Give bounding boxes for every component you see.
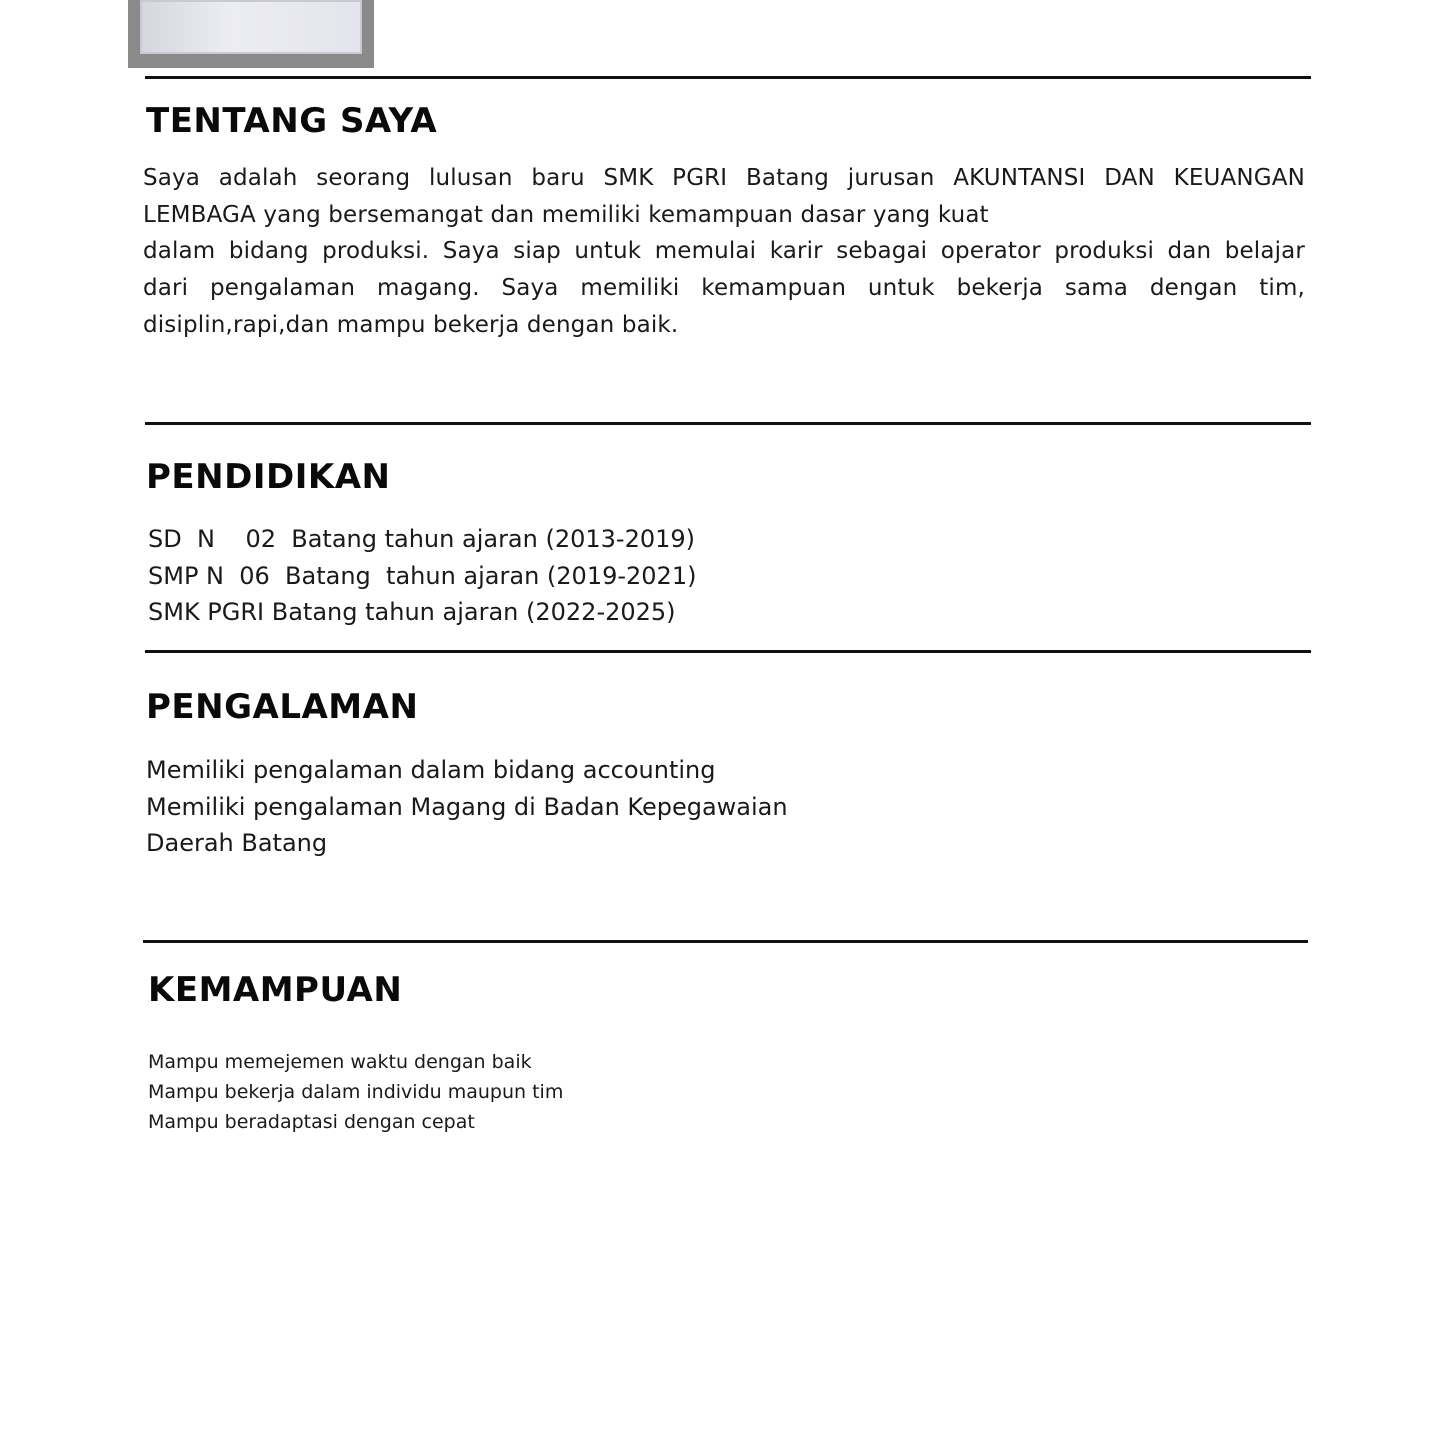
- experience-item: Daerah Batang: [146, 829, 328, 858]
- about-line: dalam bidang produksi. Saya siap untuk memulai karir sebagai operator produksi dan belajar: [143, 238, 1305, 265]
- profile-photo-frame: [140, 0, 362, 54]
- education-item: SMP N 06 Batang tahun ajaran (2019-2021): [148, 561, 697, 590]
- about-line: disiplin,rapi,dan mampu bekerja dengan baik.: [143, 311, 679, 338]
- about-line: LEMBAGA yang bersemangat dan memiliki kemampuan dasar yang kuat: [143, 201, 989, 228]
- about-paragraph: [143, 160, 1305, 344]
- experience-item: Memiliki pengalaman dalam bidang accounting: [146, 756, 716, 784]
- experience-list: [146, 752, 788, 862]
- divider-top: [145, 76, 1311, 79]
- divider-education: [145, 422, 1311, 425]
- about-line: dari pengalaman magang. Saya memiliki kemampuan untuk bekerja sama dengan tim,: [143, 275, 1305, 302]
- skills-item: Mampu beradaptasi dengan cepat: [148, 1111, 475, 1133]
- education-heading: PENDIDIKAN: [146, 457, 391, 497]
- profile-photo: [128, 0, 374, 68]
- skills-item: Mampu memejemen waktu dengan baik: [148, 1051, 532, 1073]
- about-line: Saya adalah seorang lulusan baru SMK PGRI Batang jurusan AKUNTANSI DAN KEUANGAN: [143, 165, 1305, 191]
- education-item: SMK PGRI Batang tahun ajaran (2022-2025): [148, 598, 676, 627]
- divider-experience: [145, 650, 1311, 653]
- skills-list: [148, 1047, 563, 1137]
- skills-item: Mampu bekerja dalam individu maupun tim: [148, 1081, 564, 1103]
- education-item: SD N 02 Batang tahun ajaran (2013-2019): [148, 525, 696, 553]
- experience-item: Memiliki pengalaman Magang di Badan Kepegawaian: [146, 792, 788, 821]
- about-heading: TENTANG SAYA: [146, 101, 438, 141]
- skills-heading: KEMAMPUAN: [148, 970, 403, 1010]
- experience-heading: PENGALAMAN: [146, 687, 419, 727]
- education-list: [148, 521, 696, 631]
- divider-skills: [143, 940, 1308, 943]
